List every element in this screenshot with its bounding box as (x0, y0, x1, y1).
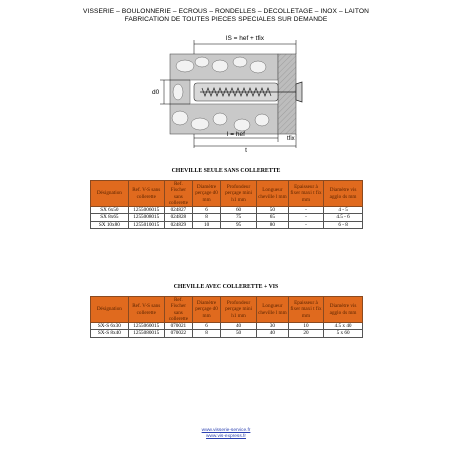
table-cell: - (288, 207, 323, 214)
table-cell: 024829 (164, 221, 192, 228)
table-cell: 4 - 5 (324, 207, 363, 214)
col-designation: Désignation (91, 181, 129, 207)
table-cell: 75 (221, 214, 257, 221)
table-cell: 070022 (164, 330, 192, 337)
table-cell: 070021 (164, 323, 192, 330)
table-cell: 6 - 8 (324, 221, 363, 228)
table-cell: 8 (192, 214, 220, 221)
table-header-row (91, 181, 363, 207)
spec-table-1 (90, 180, 363, 229)
table-cell: 1255008015 (128, 214, 164, 221)
table-row (91, 221, 363, 228)
col-profondeur: Profondeur perçage mini h1 mm (221, 181, 257, 207)
anchor-diagram (150, 26, 310, 152)
table-cell: 50 (256, 207, 288, 214)
label-ls: lS = hef + tfix (226, 35, 264, 42)
table-cell: 6 (192, 323, 220, 330)
col-epaisseur: Epaisseur à fixer maxi t fix mm (288, 297, 323, 323)
table-row (91, 330, 363, 337)
table1-title: CHEVILLE SEULE SANS COLLERETTE (171, 168, 281, 174)
page-header (0, 8, 452, 24)
table-cell: 95 (221, 221, 257, 228)
table-cell: 60 (221, 207, 257, 214)
table-cell: 4.5 - 6 (324, 214, 363, 221)
table-row (91, 207, 363, 214)
spec-table-2 (90, 296, 363, 338)
col-diametre: Diamètre perçage d0 mm (192, 181, 220, 207)
dimension-bottom (194, 134, 296, 148)
table-cell: 20 (288, 330, 323, 337)
col-ref-fischer: Ref. Fischer sans collerette (164, 181, 192, 207)
col-vis: Diamètre vis agglo ds mm (324, 297, 363, 323)
table-cell: - (288, 214, 323, 221)
fixture-plate (278, 54, 296, 134)
table-cell: 10 (288, 323, 323, 330)
table-cell: 024827 (164, 207, 192, 214)
link-vis-express[interactable]: www.vis-express.fr (206, 434, 246, 439)
table-cell: SX-S 6x30 (91, 323, 129, 330)
table-cell: 1255010015 (128, 221, 164, 228)
footer-links (0, 428, 452, 440)
label-t: t (245, 147, 247, 152)
table-cell: 50 (221, 330, 257, 337)
header-line-1: VISSERIE – BOULONNERIE – ECROUS – RONDELLES – DECOLLETAGE – INOX – LAITON (83, 8, 369, 15)
label-tfix: tfix (287, 136, 295, 142)
table-cell: 6 (192, 207, 220, 214)
table-cell: 1255080015 (128, 330, 164, 337)
header-line-2: FABRICATION DE TOUTES PIECES SPECIALES SUR DEMANDE (124, 16, 328, 23)
table-cell: SX 8x65 (91, 214, 129, 221)
link-visserie-service[interactable]: www.visserie-service.fr (201, 428, 251, 433)
table-cell: SX-S 8x40 (91, 330, 129, 337)
col-ref-vs: Ref. V-S sans collerette (128, 297, 164, 323)
col-ref-vs: Ref. V-S sans collerette (128, 181, 164, 207)
col-ref-fischer: Ref. Fischer sans collerette (164, 297, 192, 323)
col-longueur: Longueur cheville l mm (256, 297, 288, 323)
table-cell: 40 (221, 323, 257, 330)
table-cell: 024828 (164, 214, 192, 221)
table-cell: 65 (256, 214, 288, 221)
table-cell: SX 10x80 (91, 221, 129, 228)
table-cell: 4.5 x 40 (324, 323, 363, 330)
table2-body (91, 323, 363, 338)
col-longueur: Longueur cheville l mm (256, 181, 288, 207)
table-cell: - (288, 221, 323, 228)
table-cell: 30 (256, 323, 288, 330)
label-l: l = hef (227, 131, 245, 138)
table-cell: 1255006015 (128, 207, 164, 214)
table-cell: SX 6x50 (91, 207, 129, 214)
dimension-top (194, 40, 296, 54)
table-cell: 1255060015 (128, 323, 164, 330)
col-diametre: Diamètre perçage d0 mm (192, 297, 220, 323)
table-cell: 10 (192, 221, 220, 228)
table1-body (91, 207, 363, 229)
label-d0: d0 (152, 89, 160, 96)
table-cell: 5 x 60 (324, 330, 363, 337)
table-cell: 80 (256, 221, 288, 228)
col-profondeur: Profondeur perçage mini h1 mm (221, 297, 257, 323)
col-vis: Diamètre vis agglo ds mm (324, 181, 363, 207)
table-row (91, 323, 363, 330)
anchor-drawing (150, 26, 310, 157)
table-row (91, 214, 363, 221)
col-epaisseur: Epaisseur à fixer maxi t fix mm (288, 181, 323, 207)
table2-title: CHEVILLE AVEC COLLERETTE + VIS (173, 284, 279, 290)
table-cell: 40 (256, 330, 288, 337)
table-cell: 8 (192, 330, 220, 337)
table-header-row (91, 297, 363, 323)
col-designation: Désignation (91, 297, 129, 323)
